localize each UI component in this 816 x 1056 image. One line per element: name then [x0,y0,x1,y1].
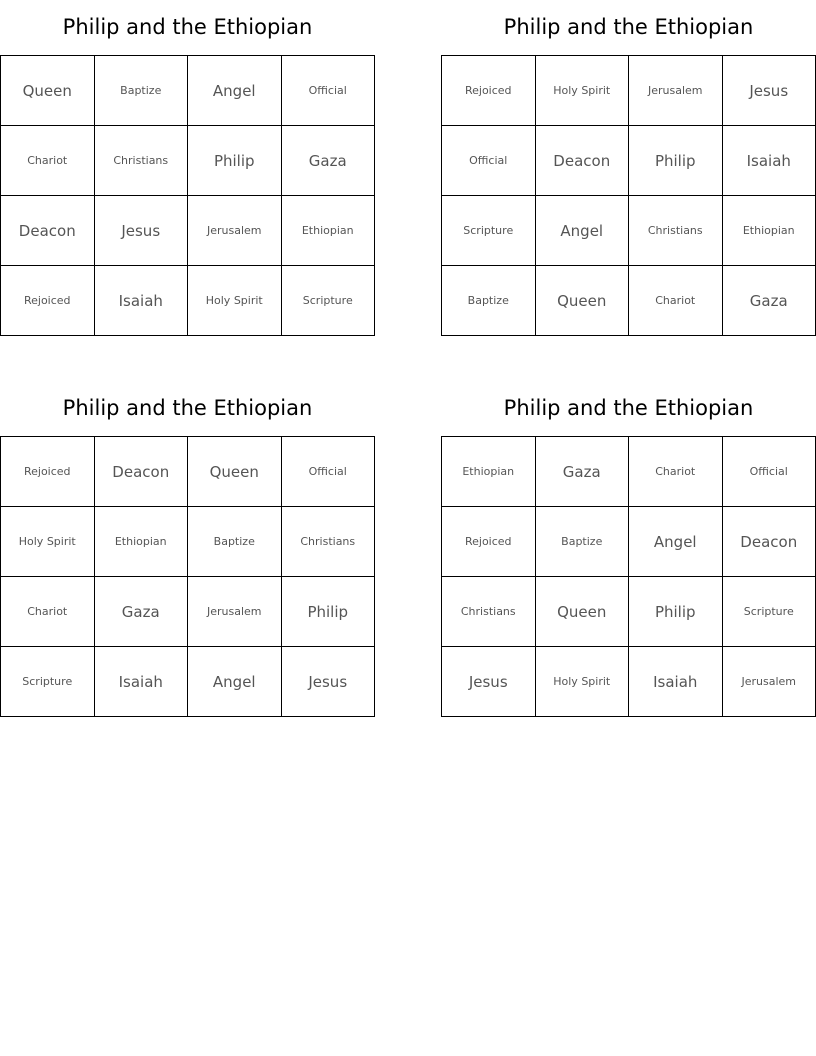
bingo-cell: Holy Spirit [1,507,95,577]
bingo-cell: Gaza [282,126,376,196]
bingo-cell: Chariot [629,266,723,336]
bingo-cell: Chariot [1,577,95,647]
bingo-cell: Queen [536,266,630,336]
bingo-cell: Official [442,126,536,196]
bingo-cell: Baptize [95,56,189,126]
bingo-cell: Isaiah [95,266,189,336]
bingo-cell: Jerusalem [188,196,282,266]
bingo-card-1 [0,0,375,336]
bingo-grid [441,436,816,717]
bingo-cell: Jesus [442,647,536,717]
bingo-cell: Official [282,56,376,126]
bingo-cell: Gaza [723,266,816,336]
bingo-cell: Deacon [723,507,816,577]
bingo-cell: Ethiopian [282,196,376,266]
bingo-cell: Isaiah [95,647,189,717]
bingo-cell: Scripture [282,266,376,336]
bingo-cell: Jerusalem [723,647,816,717]
bingo-cell: Ethiopian [95,507,189,577]
bingo-cell: Queen [1,56,95,126]
bingo-cell: Rejoiced [442,507,536,577]
bingo-cell: Scripture [442,196,536,266]
bingo-cell: Scripture [1,647,95,717]
bingo-cell: Isaiah [629,647,723,717]
bingo-grid [441,55,816,336]
bingo-grid [0,436,375,717]
bingo-cell: Holy Spirit [188,266,282,336]
bingo-cell: Angel [188,647,282,717]
bingo-cell: Isaiah [723,126,816,196]
bingo-cell: Jesus [723,56,816,126]
bingo-card-2 [441,0,816,336]
bingo-cell: Jerusalem [629,56,723,126]
bingo-cell: Deacon [95,437,189,507]
bingo-cell: Jerusalem [188,577,282,647]
bingo-cell: Philip [629,126,723,196]
bingo-cell: Angel [536,196,630,266]
bingo-cell: Queen [536,577,630,647]
bingo-cell: Deacon [1,196,95,266]
bingo-cell: Jesus [95,196,189,266]
bingo-grid [0,55,375,336]
bingo-cell: Queen [188,437,282,507]
bingo-cell: Philip [282,577,376,647]
bingo-cell: Scripture [723,577,816,647]
bingo-cell: Chariot [629,437,723,507]
card-title: Philip and the Ethiopian [62,15,313,39]
bingo-cell: Gaza [536,437,630,507]
bingo-cell: Rejoiced [1,437,95,507]
bingo-cell: Ethiopian [723,196,816,266]
bingo-cell: Official [723,437,816,507]
bingo-cell: Rejoiced [1,266,95,336]
card-title: Philip and the Ethiopian [62,396,313,420]
bingo-cell: Christians [95,126,189,196]
bingo-card-4 [441,381,816,717]
bingo-cell: Baptize [188,507,282,577]
bingo-cell: Philip [629,577,723,647]
bingo-cell: Christians [629,196,723,266]
bingo-cell: Rejoiced [442,56,536,126]
bingo-cell: Baptize [536,507,630,577]
bingo-cell: Baptize [442,266,536,336]
card-title: Philip and the Ethiopian [503,15,754,39]
bingo-cell: Official [282,437,376,507]
bingo-cell: Christians [442,577,536,647]
bingo-cell: Chariot [1,126,95,196]
bingo-cell: Gaza [95,577,189,647]
bingo-cell: Deacon [536,126,630,196]
card-title: Philip and the Ethiopian [503,396,754,420]
bingo-cell: Christians [282,507,376,577]
bingo-cell: Holy Spirit [536,56,630,126]
bingo-cell: Angel [188,56,282,126]
bingo-cell: Holy Spirit [536,647,630,717]
bingo-cell: Ethiopian [442,437,536,507]
bingo-cell: Philip [188,126,282,196]
bingo-cell: Angel [629,507,723,577]
bingo-cell: Jesus [282,647,376,717]
bingo-card-3 [0,381,375,717]
